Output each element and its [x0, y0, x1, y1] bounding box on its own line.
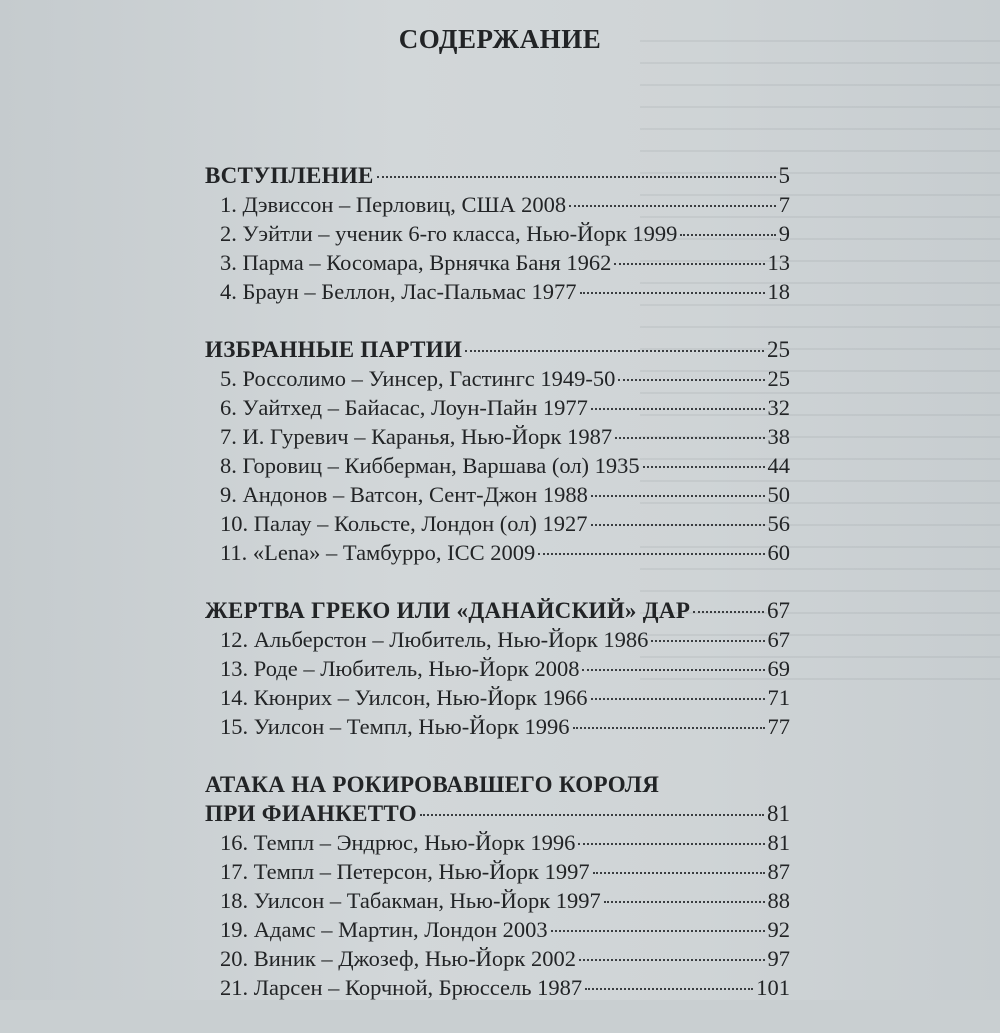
toc-page-number: 38 [767, 424, 790, 449]
toc-entry-text: 10. Палау – Кольсте, Лондон (ол) 1927 [220, 511, 588, 536]
toc-entry[interactable] [205, 946, 790, 975]
dot-leader [693, 611, 764, 613]
toc-heading-line1[interactable]: АТАКА НА РОКИРОВАВШЕГО КОРОЛЯ [205, 772, 660, 797]
toc-page-number: 88 [767, 888, 790, 913]
toc-entry[interactable] [205, 656, 790, 685]
toc-page-number: 92 [767, 917, 790, 942]
toc-entry-text: 3. Парма – Косомара, Врнячка Баня 1962 [220, 250, 612, 275]
toc-page-number: 32 [767, 395, 790, 420]
dot-leader [585, 988, 753, 990]
toc-entry-text: 7. И. Гуревич – Каранья, Нью-Йорк 1987 [220, 424, 613, 449]
toc-heading[interactable] [205, 801, 790, 830]
toc-entry[interactable] [205, 482, 790, 511]
toc-heading-text: ЖЕРТВА ГРЕКО ИЛИ «ДАНАЙСКИЙ» ДАР [205, 598, 691, 623]
toc-page-number: 25 [767, 366, 790, 391]
toc-entry[interactable] [205, 888, 790, 917]
toc-entry-text: 15. Уилсон – Темпл, Нью-Йорк 1996 [220, 714, 570, 739]
toc-heading-text: ВСТУПЛЕНИЕ [205, 163, 374, 188]
dot-leader [680, 234, 775, 236]
dot-leader [591, 698, 765, 700]
toc-page-number: 60 [767, 540, 790, 565]
toc-heading[interactable] [205, 337, 790, 366]
toc-entry[interactable] [205, 685, 790, 714]
toc-page-number: 81 [767, 801, 790, 826]
toc-page-number: 7 [778, 192, 790, 217]
toc-entry-text: 16. Темпл – Эндрюс, Нью-Йорк 1996 [220, 830, 576, 855]
toc-page-number: 9 [778, 221, 790, 246]
toc-page-number: 18 [767, 279, 790, 304]
toc-entry-text: 19. Адамс – Мартин, Лондон 2003 [220, 917, 548, 942]
toc-page-number: 81 [767, 830, 790, 855]
toc-entry-text: 20. Виник – Джозеф, Нью-Йорк 2002 [220, 946, 576, 971]
toc-entry[interactable] [205, 366, 790, 395]
toc-entry-text: 5. Россолимо – Уинсер, Гастингс 1949-50 [220, 366, 616, 391]
toc-entry[interactable] [205, 859, 790, 888]
toc-entry-text: 18. Уилсон – Табакман, Нью-Йорк 1997 [220, 888, 601, 913]
toc-entry[interactable] [205, 250, 790, 279]
dot-leader [569, 205, 776, 207]
toc-entry-text: 2. Уэйтли – ученик 6-го класса, Нью-Йорк 1999 [220, 221, 678, 246]
toc-page-number: 77 [767, 714, 790, 739]
toc-section-fianchetto-attack [205, 772, 790, 1004]
toc-entry[interactable] [205, 221, 790, 250]
toc-entry-text: 13. Роде – Любитель, Нью-Йорк 2008 [220, 656, 580, 681]
dot-leader [593, 872, 765, 874]
dot-leader [573, 727, 765, 729]
toc-entry-text: 12. Альберстон – Любитель, Нью-Йорк 1986 [220, 627, 649, 652]
dot-leader [643, 466, 765, 468]
toc-page-number: 69 [767, 656, 790, 681]
dot-leader [580, 292, 765, 294]
dot-leader [591, 495, 765, 497]
toc-entry[interactable] [205, 511, 790, 540]
toc-entry[interactable] [205, 830, 790, 859]
toc-entry[interactable] [205, 453, 790, 482]
toc-heading-text: ПРИ ФИАНКЕТТО [205, 801, 417, 826]
dot-leader [538, 553, 764, 555]
toc-page-number: 97 [767, 946, 790, 971]
dot-leader [618, 379, 764, 381]
table-of-contents [205, 163, 790, 1033]
dot-leader [582, 669, 764, 671]
dot-leader [579, 959, 765, 961]
toc-page-number: 56 [767, 511, 790, 536]
toc-entry-text: 14. Кюнрих – Уилсон, Нью-Йорк 1966 [220, 685, 588, 710]
toc-section-greco-sacrifice [205, 598, 790, 743]
toc-entry-text: 1. Дэвиссон – Перловиц, США 2008 [220, 192, 567, 217]
toc-entry[interactable] [205, 192, 790, 221]
toc-entry[interactable] [205, 714, 790, 743]
toc-heading-text: ИЗБРАННЫЕ ПАРТИИ [205, 337, 463, 362]
toc-entry-text: 17. Темпл – Петерсон, Нью-Йорк 1997 [220, 859, 590, 884]
toc-page-number: 50 [767, 482, 790, 507]
dot-leader [615, 437, 764, 439]
toc-entry-text: 21. Ларсен – Корчной, Брюссель 1987 [220, 975, 583, 1000]
dot-leader [420, 814, 764, 816]
toc-page-number: 87 [767, 859, 790, 884]
dot-leader [604, 901, 765, 903]
toc-entry-text: 4. Браун – Беллон, Лас-Пальмас 1977 [220, 279, 577, 304]
toc-page-number: 67 [767, 598, 790, 623]
dot-leader [614, 263, 764, 265]
dot-leader [377, 176, 776, 178]
toc-entry[interactable] [205, 395, 790, 424]
toc-entry[interactable] [205, 279, 790, 308]
toc-page-number: 5 [778, 163, 790, 188]
toc-page-number: 13 [767, 250, 790, 275]
page-title: СОДЕРЖАНИЕ [398, 24, 602, 54]
toc-entry[interactable] [205, 540, 790, 569]
toc-entry[interactable] [205, 424, 790, 453]
dot-leader [465, 350, 764, 352]
toc-section-introduction [205, 163, 790, 308]
toc-entry[interactable] [205, 917, 790, 946]
dot-leader [591, 408, 765, 410]
dot-leader [551, 930, 765, 932]
toc-heading[interactable] [205, 598, 790, 627]
toc-heading[interactable] [205, 163, 790, 192]
toc-entry[interactable] [205, 627, 790, 656]
toc-entry-text: 11. «Lena» – Тамбурро, ICC 2009 [220, 540, 536, 565]
toc-page-number: 25 [767, 337, 790, 362]
dot-leader [651, 640, 764, 642]
toc-page-number: 44 [767, 453, 790, 478]
dot-leader [578, 843, 764, 845]
toc-page-number: 71 [767, 685, 790, 710]
toc-entry-text: 8. Горовиц – Кибберман, Варшава (ол) 1935 [220, 453, 640, 478]
dot-leader [591, 524, 765, 526]
toc-section-selected-games [205, 337, 790, 569]
toc-page-number: 67 [767, 627, 790, 652]
toc-entry-text: 6. Уайтхед – Байасас, Лоун-Пайн 1977 [220, 395, 588, 420]
toc-page-number: 101 [756, 975, 790, 1000]
toc-entry-text: 9. Андонов – Ватсон, Сент-Джон 1988 [220, 482, 588, 507]
